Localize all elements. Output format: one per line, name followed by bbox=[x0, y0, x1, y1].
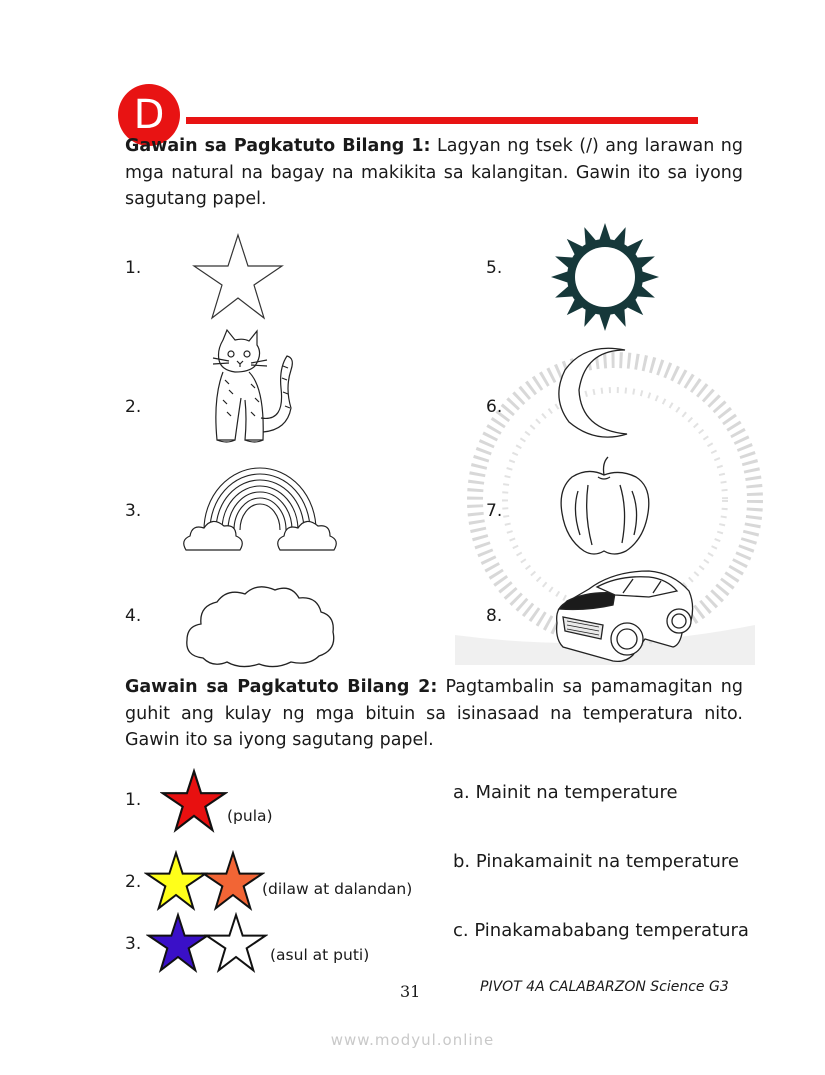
option-a: a. Mainit na temperature bbox=[453, 782, 678, 803]
yellow-star-icon bbox=[144, 850, 208, 912]
item-7-number: 7. bbox=[486, 501, 503, 521]
moon-icon bbox=[555, 342, 635, 442]
star-row-3-number: 3. bbox=[125, 934, 142, 954]
cloud-icon bbox=[183, 580, 338, 670]
car-icon bbox=[553, 565, 695, 667]
activity1-instruction: Lagyan ng tsek (/) ang larawan ng mga natural na bagay na makikita sa kalangitan. Gawin ito sa iyong sagutang papel. bbox=[125, 136, 743, 209]
section-badge: D bbox=[118, 84, 180, 146]
star-row-1-caption: (pula) bbox=[227, 807, 273, 825]
activity1-heading: Gawain sa Pagkatuto Bilang 1: bbox=[125, 136, 431, 156]
apple-icon bbox=[558, 455, 654, 559]
blue-star-icon bbox=[146, 912, 210, 974]
star-row-3-caption: (asul at puti) bbox=[270, 946, 370, 964]
white-star-icon bbox=[204, 912, 268, 974]
activity1-paragraph bbox=[125, 133, 743, 213]
item-2-number: 2. bbox=[125, 397, 142, 417]
activity2-paragraph bbox=[125, 674, 743, 754]
activity2-instruction: Pagtambalin sa pamamagitan ng guhit ang kulay ng mga bituin sa isinasaad na temperatura nito. Gawin ito sa iyong sagutang papel. bbox=[125, 677, 743, 750]
item-4-number: 4. bbox=[125, 606, 142, 626]
star-row-2-number: 2. bbox=[125, 872, 142, 892]
option-b: b. Pinakamainit na temperature bbox=[453, 851, 739, 872]
star-icon bbox=[190, 232, 286, 322]
star-row-1-number: 1. bbox=[125, 790, 142, 810]
option-c: c. Pinakamababang temperatura bbox=[453, 920, 749, 941]
item-8-number: 8. bbox=[486, 606, 503, 626]
website-watermark: www.modyul.online bbox=[330, 1031, 495, 1049]
footer-source: PIVOT 4A CALABARZON Science G3 bbox=[480, 979, 729, 995]
item-1-number: 1. bbox=[125, 258, 142, 278]
red-star-icon bbox=[160, 768, 228, 834]
cat-icon bbox=[205, 328, 300, 448]
orange-star-icon bbox=[201, 850, 265, 912]
item-5-number: 5. bbox=[486, 258, 503, 278]
item-6-number: 6. bbox=[486, 397, 503, 417]
star-row-2-caption: (dilaw at dalandan) bbox=[262, 880, 413, 898]
rainbow-icon bbox=[180, 458, 340, 558]
sun-icon bbox=[548, 223, 662, 331]
activity2-heading: Gawain sa Pagkatuto Bilang 2: bbox=[125, 677, 438, 697]
section-divider bbox=[186, 117, 698, 124]
page-number: 31 bbox=[400, 982, 421, 1001]
item-3-number: 3. bbox=[125, 501, 142, 521]
